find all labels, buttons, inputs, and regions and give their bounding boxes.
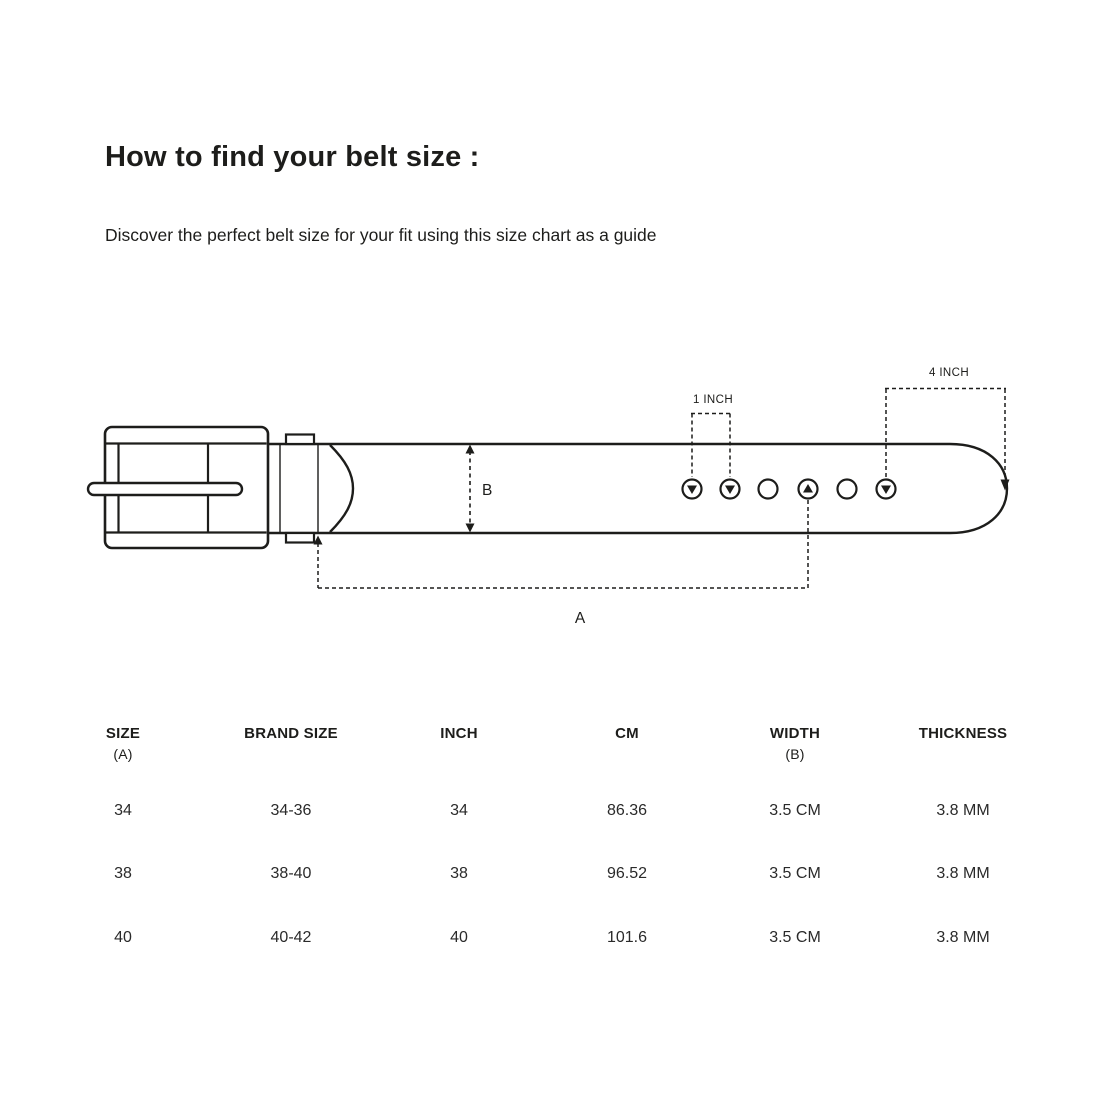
- page-subtitle: Discover the perfect belt size for your fit using this size chart as a guide: [105, 225, 657, 245]
- table-cell: 38: [114, 865, 132, 882]
- table-row: [39, 929, 1047, 947]
- table-cell: 3.5 CM: [769, 802, 821, 819]
- header-label: THICKNESS: [918, 725, 1008, 742]
- page-title: How to find your belt size :: [105, 141, 480, 173]
- table-cell: 3.8 MM: [936, 929, 990, 946]
- table-header-row: [39, 725, 1047, 763]
- header-sublabel: (A): [113, 746, 133, 762]
- table-cell: 40-42: [270, 929, 312, 946]
- table-cell: 40: [114, 929, 132, 946]
- column-header-size: [39, 725, 207, 763]
- table-cell: 3.8 MM: [936, 802, 990, 819]
- table-cell: 38-40: [270, 865, 312, 882]
- belt-buckle: [88, 427, 268, 548]
- table-row: [39, 865, 1047, 883]
- header-label: BRAND SIZE: [244, 725, 338, 742]
- hole-plain: [838, 480, 857, 499]
- table-cell: 96.52: [606, 865, 648, 882]
- table-cell: 38: [450, 865, 468, 882]
- table-cell: 3.5 CM: [769, 865, 821, 882]
- buckle-prong: [88, 483, 242, 495]
- table-cell: 34: [450, 802, 468, 819]
- header-label: CM: [615, 725, 639, 742]
- column-header-inch: [375, 725, 543, 763]
- header-label: WIDTH: [769, 725, 821, 742]
- table-cell: 34: [114, 802, 132, 819]
- label-a: A: [574, 610, 586, 627]
- column-header-brand-size: [207, 725, 375, 763]
- table-cell: 3.5 CM: [769, 929, 821, 946]
- table-cell: 34-36: [270, 802, 312, 819]
- column-header-cm: [543, 725, 711, 763]
- table-cell: 40: [450, 929, 468, 946]
- label-4inch: 4 INCH: [928, 367, 970, 379]
- header-sublabel: (B): [785, 746, 805, 762]
- table-row: [39, 802, 1047, 820]
- column-header-thickness: [879, 725, 1047, 763]
- label-1inch: 1 INCH: [692, 394, 734, 406]
- header-label: INCH: [440, 725, 478, 742]
- header-label: SIZE: [105, 725, 141, 742]
- column-header-width: [711, 725, 879, 763]
- table-cell: 3.8 MM: [936, 865, 990, 882]
- label-b: B: [482, 482, 493, 499]
- table-cell: 86.36: [606, 802, 648, 819]
- hole-plain: [759, 480, 778, 499]
- table-cell: 101.6: [606, 929, 648, 946]
